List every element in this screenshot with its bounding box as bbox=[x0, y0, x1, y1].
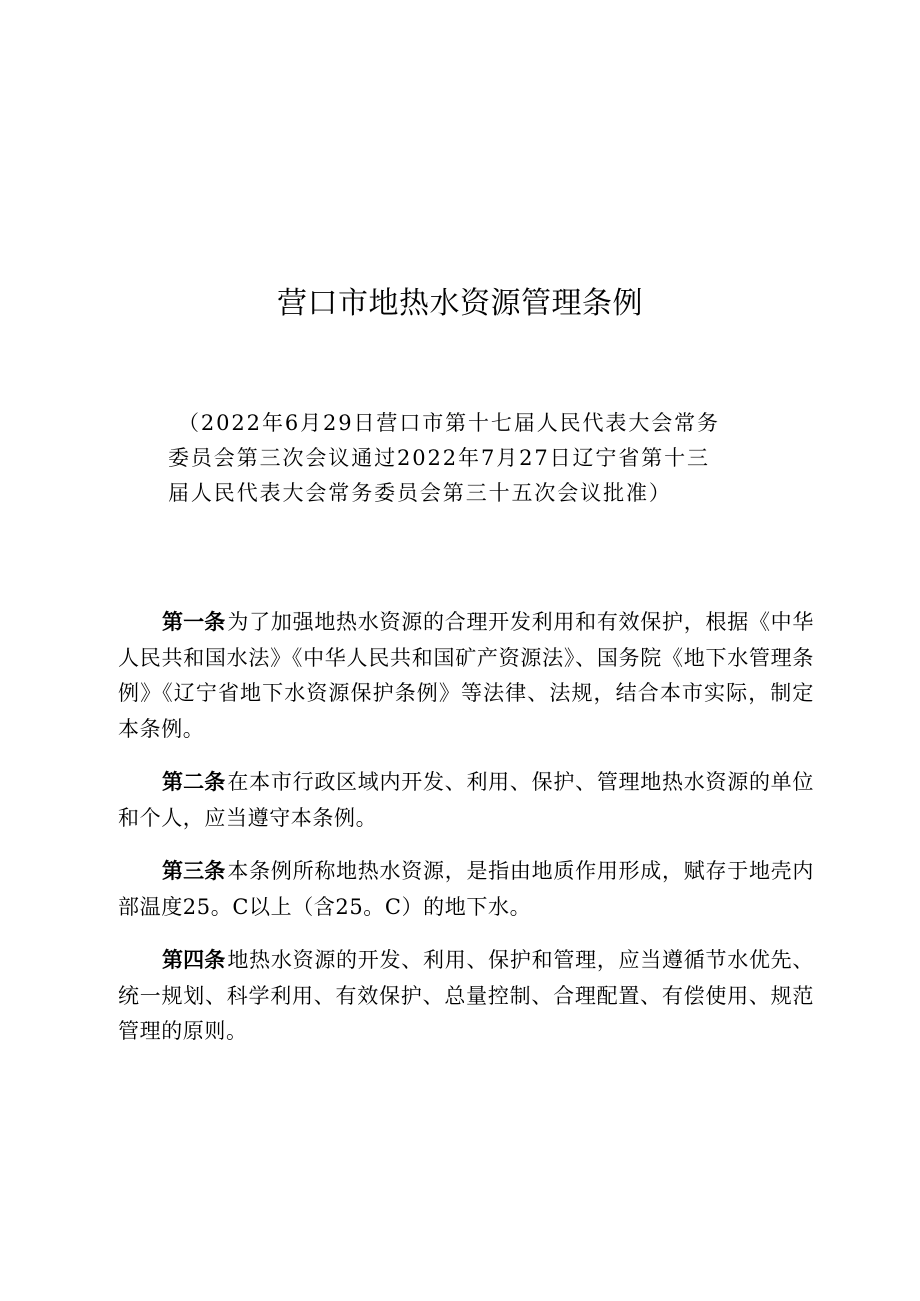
article-3 bbox=[118, 854, 814, 925]
article-4 bbox=[118, 943, 814, 1050]
articles-body bbox=[118, 605, 814, 1068]
article-2 bbox=[118, 765, 814, 836]
article-heading: 第四条 bbox=[162, 948, 226, 972]
article-heading: 第三条 bbox=[162, 859, 226, 883]
article-text: 在本市行政区域内开发、利用、保护、管理地热水资源的单位和个人，应当遵守本条例。 bbox=[118, 770, 815, 830]
adoption-note-line: 委员会第三次会议通过2022年7月27日辽宁省第十三 bbox=[168, 446, 710, 470]
adoption-note-line: （2022年6月29日营口市第十七届人民代表大会常务 bbox=[178, 411, 720, 435]
adoption-note bbox=[168, 406, 768, 511]
article-text: 地热水资源的开发、利用、保护和管理，应当遵循节水优先、统一规划、科学利用、有效保护、总量控制、合理配置、有偿使用、规范管理的原则。 bbox=[118, 948, 815, 1043]
article-text: 本条例所称地热水资源，是指由地质作用形成，赋存于地壳内部温度25。C以上（含25。C）的地下水。 bbox=[118, 859, 815, 919]
article-text: 为了加强地热水资源的合理开发利用和有效保护，根据《中华人民共和国水法》《中华人民共和国矿产资源法》、国务院《地下水管理条例》《辽宁省地下水资源保护条例》等法律、法规，结合本市实际，制定本条例。 bbox=[118, 610, 815, 741]
article-heading: 第一条 bbox=[162, 610, 226, 634]
article-heading: 第二条 bbox=[162, 770, 226, 794]
article-1 bbox=[118, 605, 814, 747]
document-title: 营口市地热水资源管理条例 bbox=[277, 286, 643, 321]
adoption-note-line: 届人民代表大会常务委员会第三十五次会议批准） bbox=[168, 481, 672, 505]
